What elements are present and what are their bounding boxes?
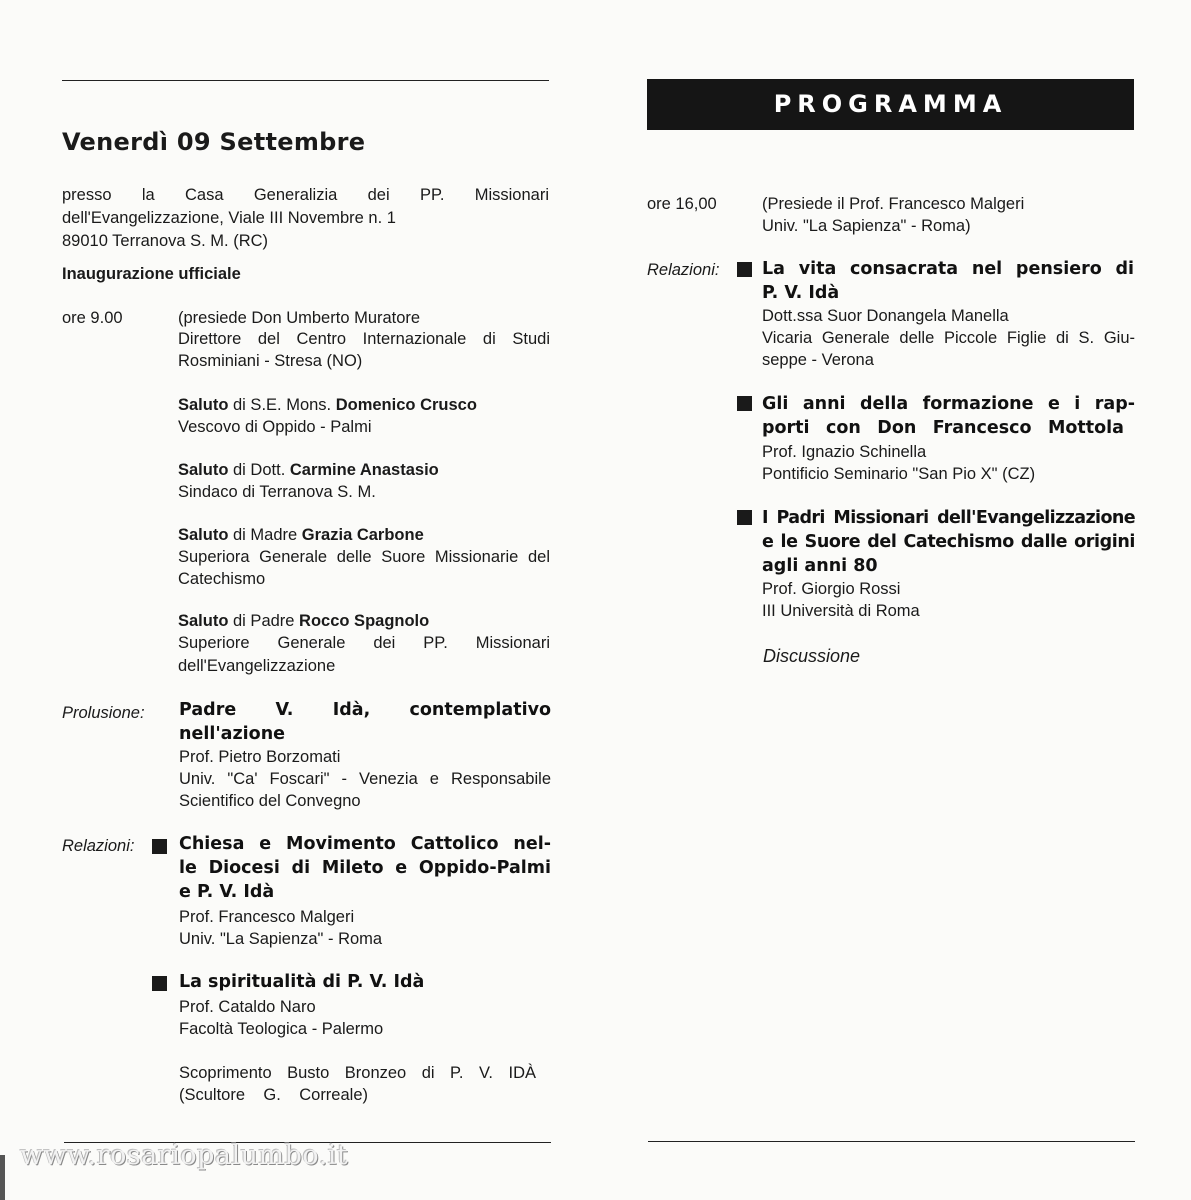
report-title-line: Gli anni della formazione e i rap- [762, 394, 1135, 414]
afternoon-time: ore 16,00 [647, 195, 717, 213]
report-affiliation: Facoltà Teologica - Palermo [179, 1020, 384, 1038]
greeting-name: Grazia Carbone [301, 526, 424, 544]
unveiling-line-1: Scoprimento Busto Bronzeo di P. V. IDÀ [179, 1064, 536, 1082]
report-title-line: La vita consacrata nel pensiero di [762, 259, 1134, 279]
greeting-role: Vescovo di Oppido - Palmi [178, 418, 372, 436]
reports-label: Relazioni: [62, 837, 135, 855]
prolusion-title-line-2: nell'azione [179, 724, 286, 744]
programma-banner [647, 79, 1134, 130]
report-affiliation: Pontificio Seminario "San Pio X" (CZ) [762, 465, 1036, 483]
watermark: www.rosariopalumbo.it [20, 1140, 349, 1171]
bottom-rule-right [648, 1141, 1135, 1142]
greeting-prefix: di S.E. Mons. [228, 396, 336, 414]
morning-time: ore 9.00 [62, 309, 123, 327]
greeting-word: Saluto [178, 396, 229, 414]
prolusion-affiliation-1: Univ. "Ca' Foscari" - Venezia e Responsabile [179, 770, 551, 788]
greeting-3 [178, 524, 424, 546]
venue-line-2: dell'Evangelizzazione, Viale III Novembre n. 1 [62, 209, 396, 227]
report-title-line: porti con Don Francesco Mottola [762, 418, 1124, 438]
scan-edge [0, 1155, 5, 1200]
prolusion-title-line-1: Padre V. Idà, contemplativo [179, 700, 551, 720]
greeting-prefix: di Padre [228, 612, 300, 630]
reports-label: Relazioni: [647, 261, 720, 279]
afternoon-chair-2: Univ. "La Sapienza" - Roma) [762, 217, 971, 235]
report-affiliation: III Università di Roma [762, 602, 920, 620]
report-title-line: e P. V. Idà [179, 882, 275, 902]
report-speaker: Prof. Giorgio Rossi [762, 580, 901, 598]
greeting-prefix: di Madre [228, 526, 302, 544]
report-speaker: Dott.ssa Suor Donangela Manella [762, 307, 1009, 325]
greeting-word: Saluto [178, 612, 229, 630]
greeting-name: Rocco Spagnolo [299, 612, 430, 630]
report-speaker: Prof. Ignazio Schinella [762, 443, 927, 461]
prolusion-affiliation-2: Scientifico del Convegno [179, 792, 361, 810]
greeting-2 [178, 459, 439, 481]
report-title-line: agli anni 80 [762, 556, 878, 576]
bullet-square [737, 396, 752, 411]
report-speaker: Prof. Francesco Malgeri [179, 908, 355, 926]
venue-line-1: presso la Casa Generalizia dei PP. Missionari [62, 186, 549, 204]
report-title-line: La spiritualità di P. V. Idà [179, 972, 425, 992]
venue-line-3: 89010 Terranova S. M. (RC) [62, 232, 269, 250]
greeting-1 [178, 394, 477, 416]
chair-line-2: Direttore del Centro Internazionale di Studi [178, 330, 550, 348]
chair-line-3: Rosminiani - Stresa (NO) [178, 352, 363, 370]
greeting-prefix: di Dott. [228, 461, 290, 479]
greeting-role: dell'Evangelizzazione [178, 657, 336, 675]
greeting-word: Saluto [178, 526, 229, 544]
report-title-line: e le Suore del Catechismo dalle origini [762, 532, 1135, 552]
top-rule-left [62, 80, 549, 81]
report-title-line: Chiesa e Movimento Cattolico nel- [179, 834, 551, 854]
bullet-square [737, 262, 752, 277]
greeting-role: Catechismo [178, 570, 266, 588]
report-affiliation: seppe - Verona [762, 351, 874, 369]
bullet-square [152, 976, 167, 991]
bullet-square [152, 839, 167, 854]
greeting-name: Domenico Crusco [335, 396, 477, 414]
banner-title: PROGRAMMA [773, 90, 1008, 118]
report-speaker: Prof. Cataldo Naro [179, 998, 316, 1016]
report-title-line: I Padri Missionari dell'Evangelizzazione [762, 508, 1135, 528]
bullet-square [737, 510, 752, 525]
greeting-role: Superiora Generale delle Suore Missionarie del [178, 548, 550, 566]
chair-line-1: (presiede Don Umberto Muratore [178, 309, 421, 327]
unveiling-line-2: (Scultore G. Correale) [179, 1086, 368, 1104]
day-heading: Venerdì 09 Settembre [62, 128, 366, 156]
inauguration-heading: Inaugurazione ufficiale [62, 265, 241, 283]
greeting-word: Saluto [178, 461, 229, 479]
afternoon-chair-1: (Presiede il Prof. Francesco Malgeri [762, 195, 1025, 213]
prolusion-speaker: Prof. Pietro Borzomati [179, 748, 341, 766]
prolusion-label: Prolusione: [62, 704, 145, 722]
greeting-name: Carmine Anastasio [289, 461, 439, 479]
greeting-role: Superiore Generale dei PP. Missionari [178, 634, 550, 652]
discussion-label: Discussione [763, 646, 861, 666]
report-affiliation: Univ. "La Sapienza" - Roma [179, 930, 383, 948]
report-affiliation: Vicaria Generale delle Piccole Figlie di S. Giu- [762, 329, 1135, 347]
report-title-line: le Diocesi di Mileto e Oppido-Palmi [179, 858, 551, 878]
greeting-4 [178, 610, 429, 632]
greeting-role: Sindaco di Terranova S. M. [178, 483, 376, 501]
report-title-line: P. V. Idà [762, 283, 840, 303]
